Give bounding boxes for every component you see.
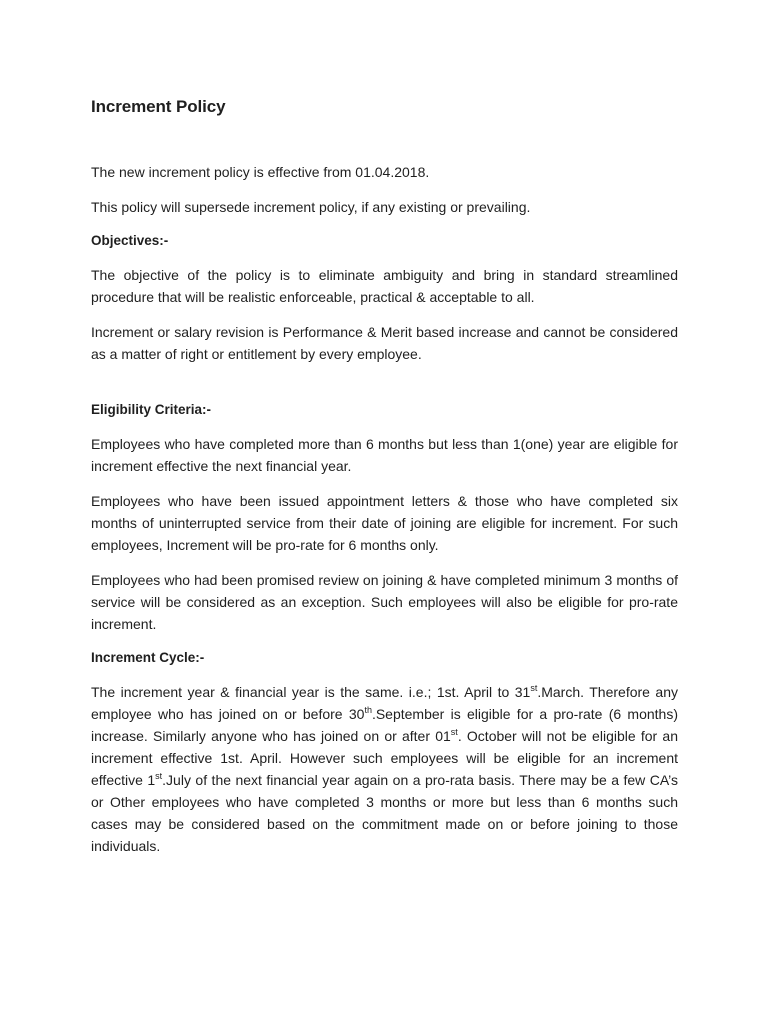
- cycle-superscript-4: st: [155, 771, 163, 781]
- increment-cycle-heading: Increment Cycle:-: [91, 650, 205, 665]
- cycle-superscript-2: th: [364, 705, 372, 715]
- cycle-text-4: . October will not be eligible for an increment effective 1st. April. However such employees will be eligible for an increment effective 1: [91, 728, 678, 788]
- objectives-paragraph-1: The objective of the policy is to eliminate ambiguity and bring in standard streamlined procedure that will be realistic enforceable, practical & acceptable to all.: [91, 267, 678, 305]
- eligibility-heading: Eligibility Criteria:-: [91, 402, 212, 417]
- supersede-text: This policy will supersede increment policy, if any existing or prevailing.: [91, 199, 531, 215]
- eligibility-paragraph-2: Employees who have been issued appointment letters & those who have completed six months of uninterrupted service from their date of joining are eligible for increment. For such employees, Increment will be pro-rate for 6 months only.: [91, 493, 678, 553]
- objectives-paragraph-2: Increment or salary revision is Performance & Merit based increase and cannot be considered as a matter of right or entitlement by every employee.: [91, 324, 678, 362]
- cycle-superscript-1: st: [530, 683, 538, 693]
- eligibility-paragraph-3: Employees who had been promised review on joining & have completed minimum 3 months of service will be considered as an exception. Such employees will also be eligible for pro-rate increment.: [91, 572, 678, 632]
- document-title: Increment Policy: [91, 97, 226, 116]
- cycle-text-2: .March. Therefore any employee who has joined on or before 30: [91, 684, 678, 722]
- effective-date-text: The new increment policy is effective from 01.04.2018.: [91, 164, 430, 180]
- cycle-superscript-3: st: [450, 727, 458, 737]
- objectives-heading: Objectives:-: [91, 233, 169, 248]
- increment-cycle-paragraph: [91, 681, 678, 857]
- document-page: [91, 96, 678, 857]
- cycle-text-3: .September is eligible for a pro-rate (6 months) increase. Similarly anyone who has joined on or after 01: [91, 706, 679, 744]
- cycle-text-5: .July of the next financial year again on a pro-rata basis. There may be a few CA’s or Other employees who have completed 3 months or more but less than 6 months such cases may be considered based on the commitment made on or before joining to those individuals.: [91, 772, 678, 854]
- cycle-text-1: The increment year & financial year is the same. i.e.; 1st. April to 31: [91, 684, 531, 700]
- eligibility-paragraph-1: Employees who have completed more than 6 months but less than 1(one) year are eligible for increment effective the next financial year.: [91, 436, 678, 474]
